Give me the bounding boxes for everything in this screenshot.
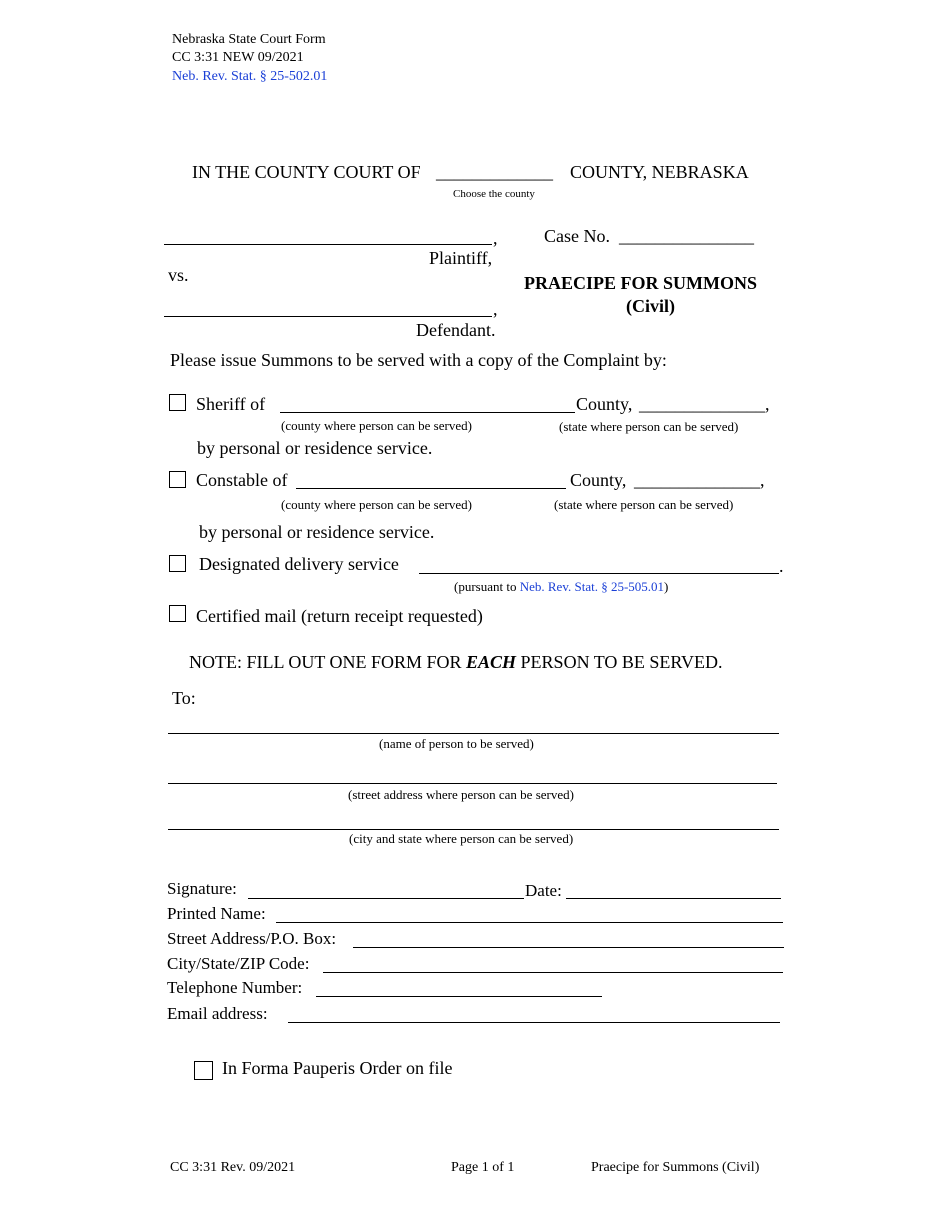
statute-link[interactable]: Neb. Rev. Stat. § 25-502.01	[172, 69, 328, 84]
city-state-zip-label: City/State/ZIP Code:	[167, 954, 310, 973]
date-line[interactable]	[566, 898, 781, 899]
delivery-statute-link[interactable]: Neb. Rev. Stat. § 25-505.01	[519, 579, 665, 594]
constable-county-hint: (county where person can be served)	[281, 497, 472, 512]
printed-name-line[interactable]	[276, 922, 783, 923]
county-hint: Choose the county	[453, 188, 535, 200]
document-title: PRAECIPE FOR SUMMONS	[524, 273, 757, 293]
constable-method: by personal or residence service.	[199, 522, 435, 542]
recipient-city-line[interactable]	[168, 829, 779, 830]
date-label: Date:	[525, 881, 562, 900]
recipient-city-hint: (city and state where person can be served)	[349, 831, 574, 846]
document-subtitle: (Civil)	[626, 296, 675, 316]
delivery-hint-suffix: )	[664, 579, 669, 594]
constable-county-line[interactable]	[296, 488, 566, 489]
constable-checkbox[interactable]	[169, 471, 186, 488]
signature-label: Signature:	[167, 879, 237, 898]
certified-mail-label: Certified mail (return receipt requested)	[196, 606, 483, 626]
versus-label: vs.	[168, 265, 189, 285]
service-instruction: Please issue Summons to be served with a copy of the Complaint by:	[170, 350, 667, 370]
court-prefix: IN THE COUNTY COURT OF	[192, 162, 421, 182]
delivery-label: Designated delivery service	[199, 554, 399, 574]
county-field[interactable]: _____________	[436, 162, 553, 182]
delivery-hint-prefix: (pursuant to	[454, 579, 520, 594]
footer-page-number: Page 1 of 1	[451, 1160, 515, 1175]
street-address-line[interactable]	[353, 947, 784, 948]
recipient-street-line[interactable]	[168, 783, 777, 784]
case-no-label: Case No.	[544, 226, 610, 246]
note-prefix: NOTE: FILL OUT ONE FORM FOR	[189, 652, 467, 672]
constable-state-field[interactable]: ______________,	[634, 470, 765, 490]
delivery-checkbox[interactable]	[169, 555, 186, 572]
plaintiff-name-line[interactable]	[164, 244, 492, 245]
note-suffix: PERSON TO BE SERVED.	[516, 652, 723, 672]
sheriff-state-field[interactable]: ______________,	[639, 394, 770, 414]
defendant-comma: ,	[493, 299, 498, 319]
recipient-street-hint: (street address where person can be served)	[348, 787, 574, 802]
sheriff-method: by personal or residence service.	[197, 438, 433, 458]
recipient-name-hint: (name of person to be served)	[379, 736, 534, 751]
ifp-checkbox[interactable]	[194, 1061, 213, 1080]
sheriff-county-hint: (county where person can be served)	[281, 418, 472, 433]
defendant-name-line[interactable]	[164, 316, 492, 317]
sheriff-state-hint: (state where person can be served)	[559, 419, 739, 434]
case-no-field[interactable]: _______________	[619, 226, 754, 246]
street-address-label: Street Address/P.O. Box:	[167, 929, 337, 948]
telephone-label: Telephone Number:	[167, 978, 303, 997]
plaintiff-comma: ,	[493, 228, 498, 248]
email-label: Email address:	[167, 1004, 268, 1023]
court-suffix: COUNTY, NEBRASKA	[570, 162, 749, 182]
delivery-period: .	[779, 556, 784, 576]
footer-title: Praecipe for Summons (Civil)	[591, 1160, 760, 1175]
signature-line[interactable]	[248, 898, 524, 899]
city-state-zip-line[interactable]	[323, 972, 783, 973]
sheriff-checkbox[interactable]	[169, 394, 186, 411]
telephone-line[interactable]	[316, 996, 602, 997]
constable-county-word: County,	[570, 470, 627, 490]
delivery-service-line[interactable]	[419, 573, 779, 574]
form-source: Nebraska State Court Form	[172, 32, 326, 47]
delivery-hint	[454, 579, 668, 595]
form-number: CC 3:31 NEW 09/2021	[172, 50, 304, 65]
sheriff-county-line[interactable]	[280, 412, 575, 413]
note-text	[189, 652, 722, 673]
footer-form-number: CC 3:31 Rev. 09/2021	[170, 1160, 296, 1175]
sheriff-label: Sheriff of	[196, 394, 266, 414]
sheriff-county-word: County,	[576, 394, 633, 414]
note-emphasis: EACH	[466, 652, 517, 672]
recipient-name-line[interactable]	[168, 733, 779, 734]
certified-mail-checkbox[interactable]	[169, 605, 186, 622]
constable-state-hint: (state where person can be served)	[554, 497, 734, 512]
plaintiff-label: Plaintiff,	[429, 248, 493, 268]
ifp-label: In Forma Pauperis Order on file	[222, 1058, 453, 1078]
printed-name-label: Printed Name:	[167, 904, 266, 923]
to-label: To:	[172, 688, 196, 708]
constable-label: Constable of	[196, 470, 288, 490]
email-line[interactable]	[288, 1022, 780, 1023]
defendant-label: Defendant.	[416, 320, 496, 340]
